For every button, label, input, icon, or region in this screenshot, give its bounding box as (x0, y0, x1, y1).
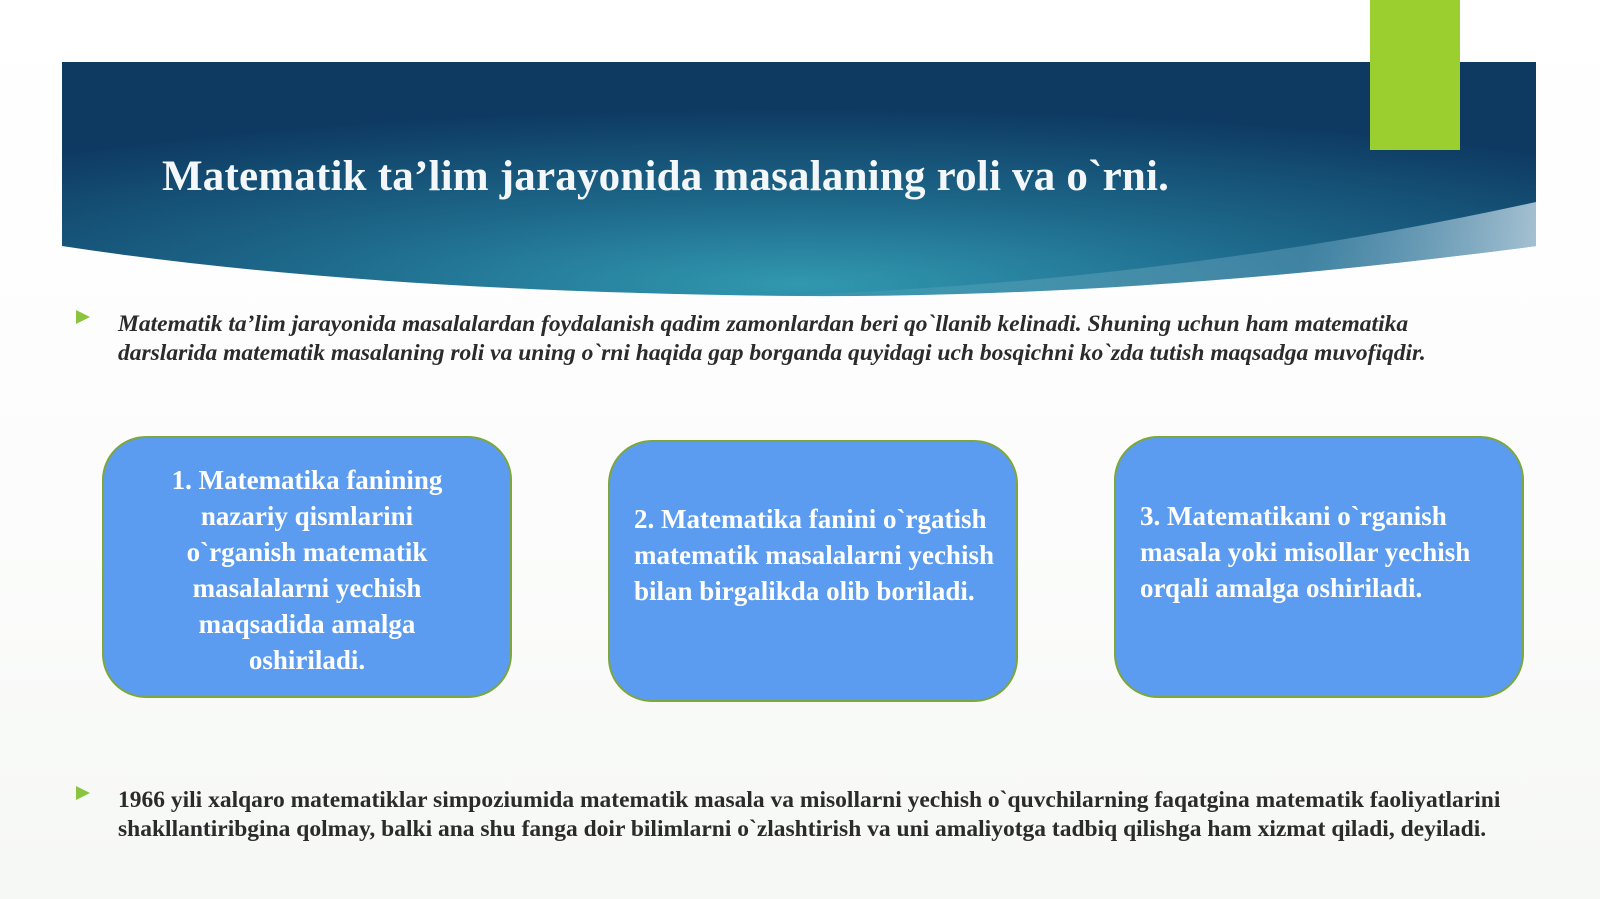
stage-card-3-text: 3. Matematikani o`rganish masala yoki misollar yechish orqali amalga oshiriladi. (1140, 501, 1471, 603)
closing-paragraph: 1966 yili xalqaro matematiklar simpoziumida matematik masala va misollarni yechish o`quvchilarning faqatgina matematik faoliyatlarini shakllantiribgina qolmay, balki ana shu fanga doir bilimlarni o`zlashtirish va uni amaliyotga tadbiq qilishga ham xizmat qiladi, deyiladi. (118, 787, 1501, 842)
stage-card-1 (102, 436, 512, 698)
stage-card-2-text: 2. Matematika fanini o`rgatish matematik masalalarni yechish bilan birgalikda olib boriladi. (634, 504, 994, 606)
triangle-bullet-icon (76, 310, 90, 324)
stage-card-2 (608, 440, 1018, 702)
slide-title: Matematik ta’lim jarayonida masalaning roli va o`rni. (162, 153, 1170, 200)
stage-card-3 (1114, 436, 1524, 698)
intro-paragraph: Matematik ta’lim jarayonida masalalardan foydalanish qadim zamonlardan beri qo`llanib kelinadi. Shuning uchun ham matematika darslarida matematik masalaning roli va uning o`rni haqida gap borganda quyidagi uch bosqichni ko`zda tutish maqsadga muvofiqdir. (118, 311, 1426, 366)
stage-card-1-text: 1. Matematika fanining nazariy qismlarini o`rganish matematik masalalarni yechish maqsadida amalga oshiriladi. (171, 465, 443, 675)
accent-bar (1370, 0, 1460, 150)
triangle-bullet-icon (76, 786, 90, 800)
